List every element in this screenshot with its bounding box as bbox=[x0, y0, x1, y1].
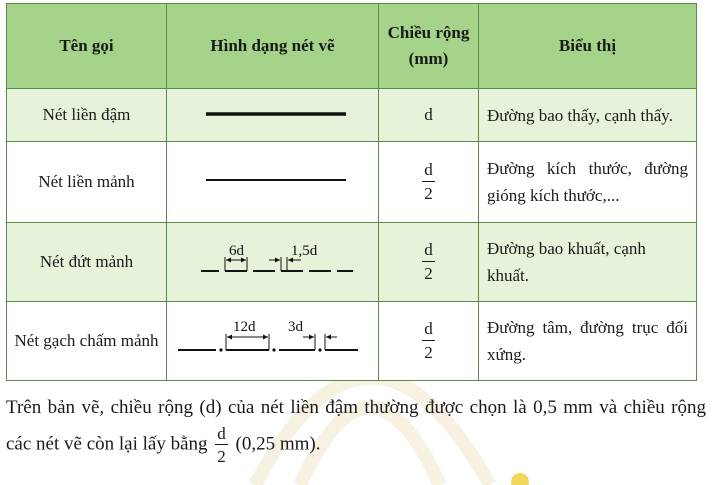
caption-fraction bbox=[215, 424, 228, 466]
header-width bbox=[379, 4, 479, 89]
row-meaning: Đường bao khuất, cạnh khuất. bbox=[479, 223, 697, 302]
dim-label-dash: 12d bbox=[232, 318, 255, 335]
width-fraction bbox=[422, 240, 435, 284]
row-width bbox=[379, 223, 479, 302]
row-shape bbox=[167, 89, 379, 142]
fraction-denominator: 2 bbox=[424, 184, 433, 203]
dashed-line-illustration bbox=[173, 235, 373, 285]
fraction-denominator: 2 bbox=[217, 447, 226, 466]
caption-text: Trên bản vẽ, chiều rộng (d) của nét liền đậm thường được chọn là 0,5 mm và chiều rộng các nét vẽ còn lại lấy bằng bbox=[6, 397, 706, 455]
dash-dot-line-illustration bbox=[173, 314, 373, 364]
row-shape bbox=[167, 142, 379, 223]
width-fraction bbox=[422, 160, 435, 204]
header-name: Tên gọi bbox=[7, 4, 167, 89]
header-width-line2: (mm) bbox=[408, 49, 449, 68]
thick-line-illustration bbox=[173, 103, 373, 123]
row-name: Nét liền mảnh bbox=[7, 142, 167, 223]
fraction-denominator: 2 bbox=[424, 264, 433, 283]
header-row bbox=[7, 4, 697, 89]
row-name: Nét đứt mảnh bbox=[7, 223, 167, 302]
row-meaning: Đường tâm, đường trục đối xứng. bbox=[479, 302, 697, 381]
table-row bbox=[7, 223, 697, 302]
row-meaning: Đường bao thấy, cạnh thấy. bbox=[479, 89, 697, 142]
row-width: d bbox=[379, 89, 479, 142]
caption-paragraph bbox=[6, 392, 706, 466]
thin-line-illustration bbox=[173, 170, 373, 190]
row-meaning: Đường kích thước, đường gióng kích thước,... bbox=[479, 142, 697, 223]
table-row bbox=[7, 302, 697, 381]
fraction-numerator: d bbox=[422, 160, 435, 182]
table-row bbox=[7, 142, 697, 223]
width-fraction bbox=[422, 319, 435, 363]
header-meaning: Biểu thị bbox=[479, 4, 697, 89]
row-width bbox=[379, 302, 479, 381]
dim-label-dash: 6d bbox=[228, 242, 244, 259]
header-width-line1: Chiều rộng bbox=[387, 23, 470, 42]
dim-label-gap: 1,5d bbox=[290, 242, 317, 259]
row-name: Nét gạch chấm mảnh bbox=[7, 302, 167, 381]
row-width bbox=[379, 142, 479, 223]
row-shape bbox=[167, 223, 379, 302]
fraction-numerator: d bbox=[422, 240, 435, 262]
table-row bbox=[7, 89, 697, 142]
caption-text-end: (0,25 mm). bbox=[235, 433, 321, 455]
fraction-numerator: d bbox=[217, 424, 226, 443]
fraction-numerator: d bbox=[422, 319, 435, 341]
line-types-table bbox=[6, 3, 697, 381]
row-shape bbox=[167, 302, 379, 381]
fraction-denominator: 2 bbox=[424, 343, 433, 362]
row-name: Nét liền đậm bbox=[7, 89, 167, 142]
header-shape: Hình dạng nét vẽ bbox=[167, 4, 379, 89]
dim-label-gap: 3d bbox=[287, 318, 303, 335]
